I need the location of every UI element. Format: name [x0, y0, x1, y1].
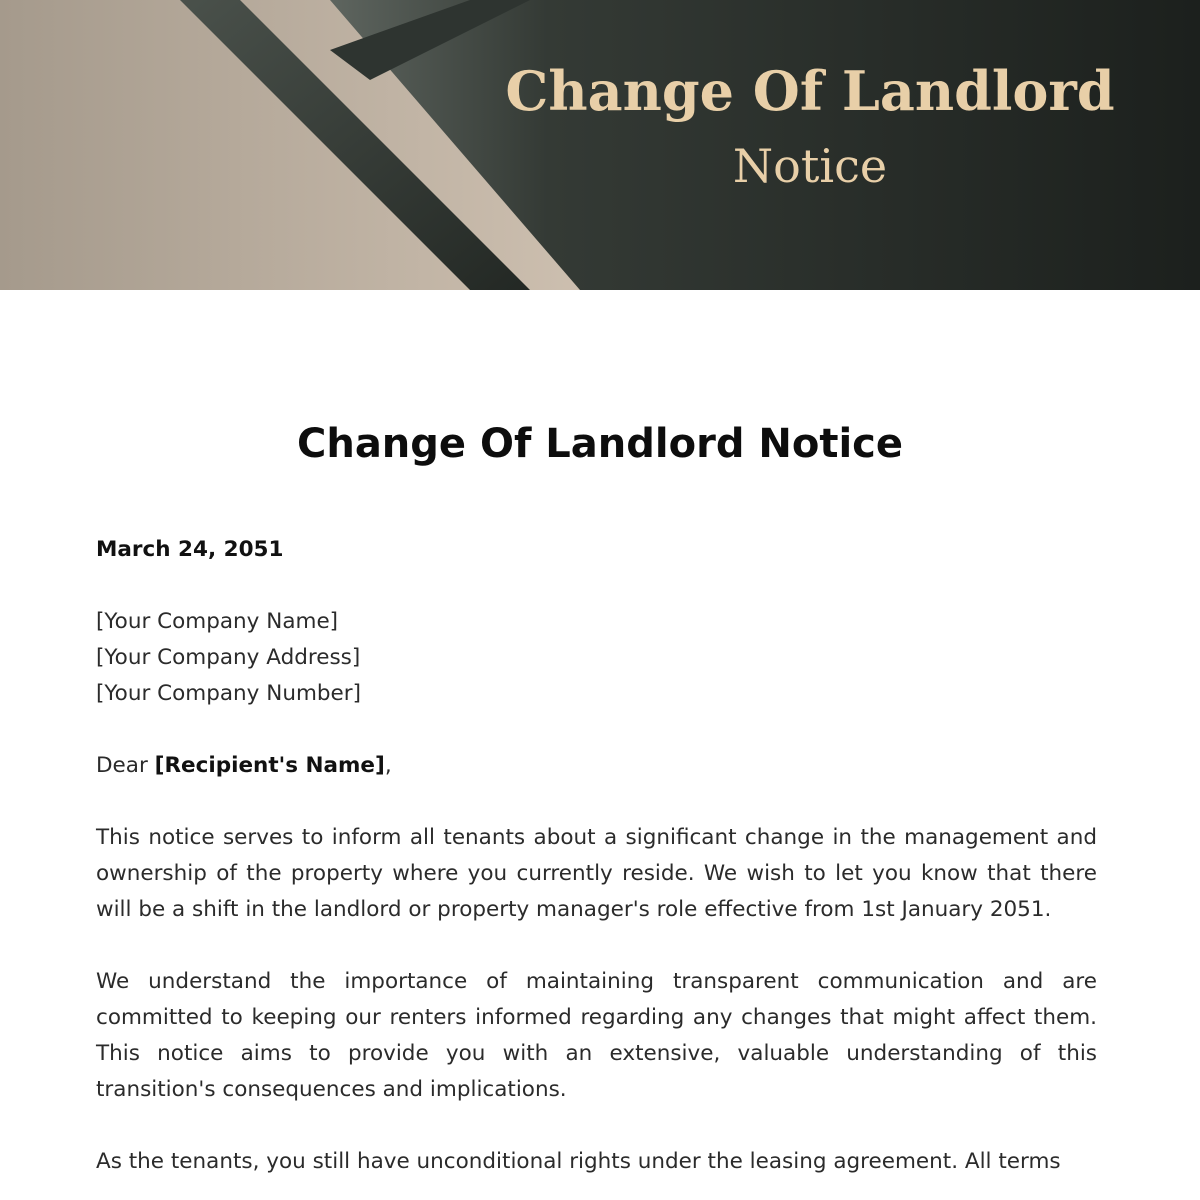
document-date: March 24, 2051: [96, 537, 284, 562]
company-name: [Your Company Name]: [96, 609, 339, 634]
salutation-prefix: Dear: [96, 753, 155, 778]
banner-subtitle: Notice: [732, 139, 888, 193]
header-banner: [0, 0, 1200, 290]
company-address: [Your Company Address]: [96, 645, 361, 670]
body-paragraph-2: We understand the importance of maintaining transparent communication and are committed to keeping our renters informed regarding any changes that might affect them. This notice aims to provide you with an extensive, valuable understanding of this transition's consequences and implications.: [96, 969, 1097, 1102]
body-paragraph-3: As the tenants, you still have unconditional rights under the leasing agreement. All terms: [96, 1149, 1061, 1174]
document-title: Change Of Landlord Notice: [296, 421, 903, 467]
salutation: [96, 748, 1097, 784]
banner-title: Change Of Landlord: [505, 59, 1115, 123]
sender-address-block: [96, 604, 1097, 712]
company-number: [Your Company Number]: [96, 681, 361, 706]
body-paragraph-1: This notice serves to inform all tenants about a significant change in the management and ownership of the property where you currently reside. We wish to let you know that there will be a shift in the landlord or property manager's role effective from 1st January 2051.: [96, 825, 1097, 922]
recipient-name: [Recipient's Name]: [154, 753, 385, 778]
salutation-suffix: ,: [384, 753, 392, 778]
document-body: [96, 532, 1097, 1200]
